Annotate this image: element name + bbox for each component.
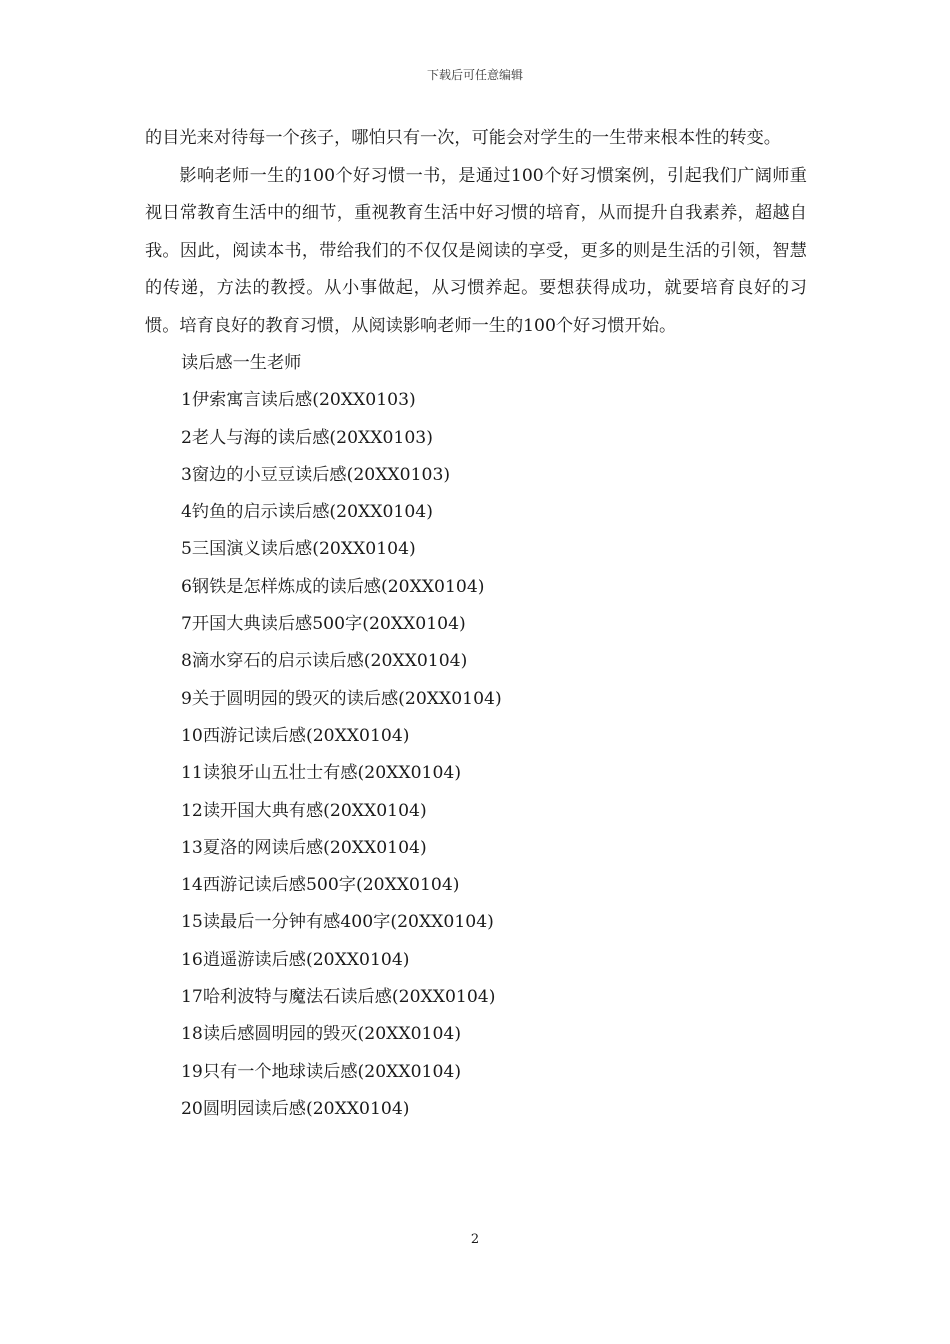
list-item: 14西游记读后感500字(20XX0104): [181, 875, 460, 896]
list-item: 18读后感圆明园的毁灭(20XX0104): [181, 1024, 462, 1045]
list-item: 3窗边的小豆豆读后感(20XX0103): [181, 464, 451, 485]
list-item: 16逍遥游读后感(20XX0104): [181, 949, 410, 970]
list-item: 12读开国大典有感(20XX0104): [181, 800, 427, 821]
list-title: 读后感一生老师: [181, 353, 302, 373]
list-item: 15读最后一分钟有感400字(20XX0104): [181, 912, 494, 933]
list-item: 9关于圆明园的毁灭的读后感(20XX0104): [181, 688, 502, 709]
list-item: 20圆明园读后感(20XX0104): [181, 1098, 410, 1119]
page-header: 下载后可任意编辑: [426, 68, 523, 82]
document-body: [145, 120, 807, 1128]
list-item: 11读狼牙山五壮士有感(20XX0104): [181, 763, 462, 784]
paragraph-book-review: 影响老师一生的100个好习惯一书，是通过100个好习惯案例，引起我们广阔师重视日常教育生活中的细节，重视教育生活中好习惯的培育，从而提升自我素养，超越自我。因此，阅读本书，带给我们的不仅仅是阅读的享受，更多的则是生活的引领，智慧的传递，方法的教授。从小事做起，从习惯养起。要想获得成功，就要培育良好的习惯。培育良好的教育习惯，从阅读影响老师一生的100个好习惯开始。: [145, 165, 807, 336]
list-item: 7开国大典读后感500字(20XX0104): [181, 614, 466, 635]
list-item: 10西游记读后感(20XX0104): [181, 725, 410, 746]
article-list: [145, 382, 807, 1128]
paragraph-continuation: 的目光来对待每一个孩子，哪怕只有一次，可能会对学生的一生带来根本性的转变。: [145, 128, 781, 148]
list-item: 1伊索寓言读后感(20XX0103): [181, 390, 416, 411]
list-item: 19只有一个地球读后感(20XX0104): [181, 1061, 462, 1082]
page-number: 2: [470, 1232, 480, 1247]
list-item: 4钓鱼的启示读后感(20XX0104): [181, 502, 433, 523]
list-item: 2老人与海的读后感(20XX0103): [181, 427, 433, 448]
list-item: 5三国演义读后感(20XX0104): [181, 539, 416, 560]
list-item: 6钢铁是怎样炼成的读后感(20XX0104): [181, 576, 485, 597]
list-item: 8滴水穿石的启示读后感(20XX0104): [181, 651, 468, 672]
list-item: 17哈利波特与魔法石读后感(20XX0104): [181, 987, 496, 1008]
list-item: 13夏洛的网读后感(20XX0104): [181, 837, 427, 858]
